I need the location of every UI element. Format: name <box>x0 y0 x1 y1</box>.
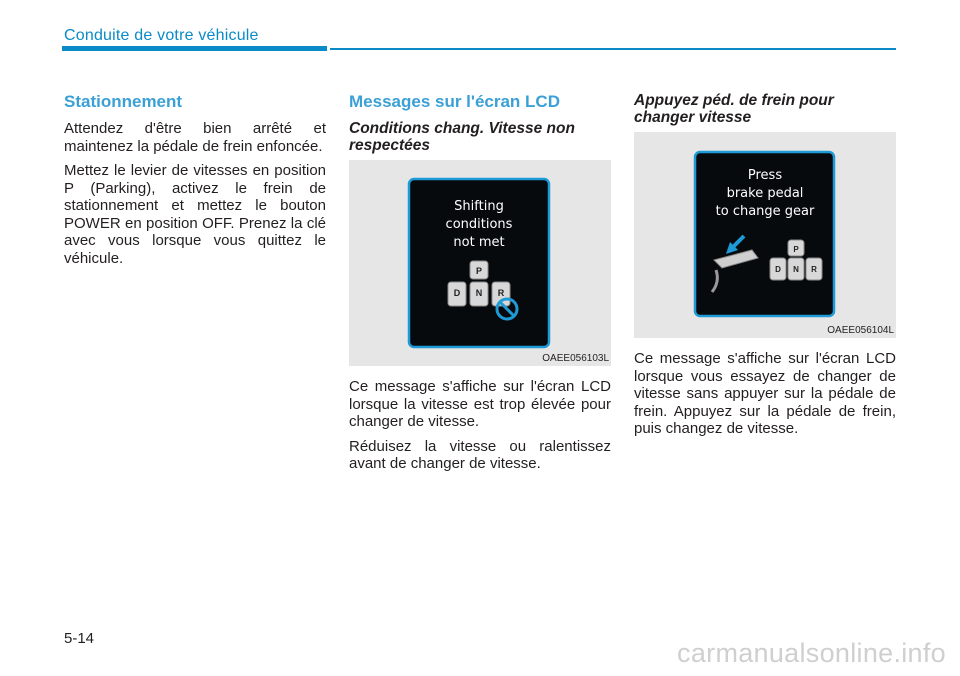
figure-caption: OAEE056103L <box>542 353 609 364</box>
subheading-brake-pedal: Appuyez péd. de frein pour changer vitesse <box>634 92 834 126</box>
gear-label: R <box>811 265 817 274</box>
paragraph: Ce message s'affiche sur l'écran LCD lorsque vous essayez de changer de vitesse sans appuyer sur la pédale de frein. Appuyez sur la pédale de frein, puis changez de vitesse. <box>634 350 896 437</box>
screen-line: conditions <box>445 217 513 232</box>
gear-label: R <box>497 288 505 298</box>
lcd-illustration <box>349 160 611 366</box>
column-stationnement <box>64 92 326 274</box>
screen-line: brake pedal <box>726 186 804 201</box>
gear-label: D <box>775 265 781 274</box>
figure-caption: OAEE056104L <box>827 325 894 336</box>
screen-line: not met <box>453 235 505 250</box>
section-title: Conduite de votre véhicule <box>64 27 259 44</box>
heading-messages-lcd: Messages sur l'écran LCD <box>349 92 560 111</box>
screen-line: to change gear <box>715 204 815 219</box>
column-messages-lcd <box>349 92 611 480</box>
screen-line: Press <box>747 168 783 183</box>
column-brake-pedal <box>634 92 896 445</box>
gear-label: P <box>793 245 799 254</box>
gear-label: P <box>475 266 483 276</box>
subheading-conditions: Conditions chang. Vitesse non respectées <box>349 120 575 154</box>
paragraph: Mettez le levier de vitesses en position P (Parking), activez le frein de stationnement et mettez le bouton POWER en position OFF. Prenez la clé avec vous lorsque vous quittez le véhicule. <box>64 162 326 267</box>
heading-stationnement: Stationnement <box>64 92 183 111</box>
paragraph: Attendez d'être bien arrêté et maintenez la pédale de frein enfoncée. <box>64 120 326 155</box>
gear-label: D <box>453 288 461 298</box>
paragraph: Réduisez la vitesse ou ralentissez avant de changer de vitesse. <box>349 437 611 472</box>
header-rule-thick <box>62 46 327 51</box>
page-number: 5-14 <box>64 630 95 647</box>
figure-brake-pedal <box>634 132 896 338</box>
gear-label: N <box>793 265 799 274</box>
paragraph: Ce message s'affiche sur l'écran LCD lorsque la vitesse est trop élevée pour changer de vitesse. <box>349 378 611 430</box>
lcd-illustration <box>634 132 896 338</box>
gear-label: N <box>475 288 483 298</box>
screen-line: Shifting <box>454 199 504 214</box>
header-rule-thin <box>330 48 896 50</box>
watermark: carmanualsonline.info <box>677 638 946 668</box>
figure-shifting-conditions <box>349 160 611 366</box>
